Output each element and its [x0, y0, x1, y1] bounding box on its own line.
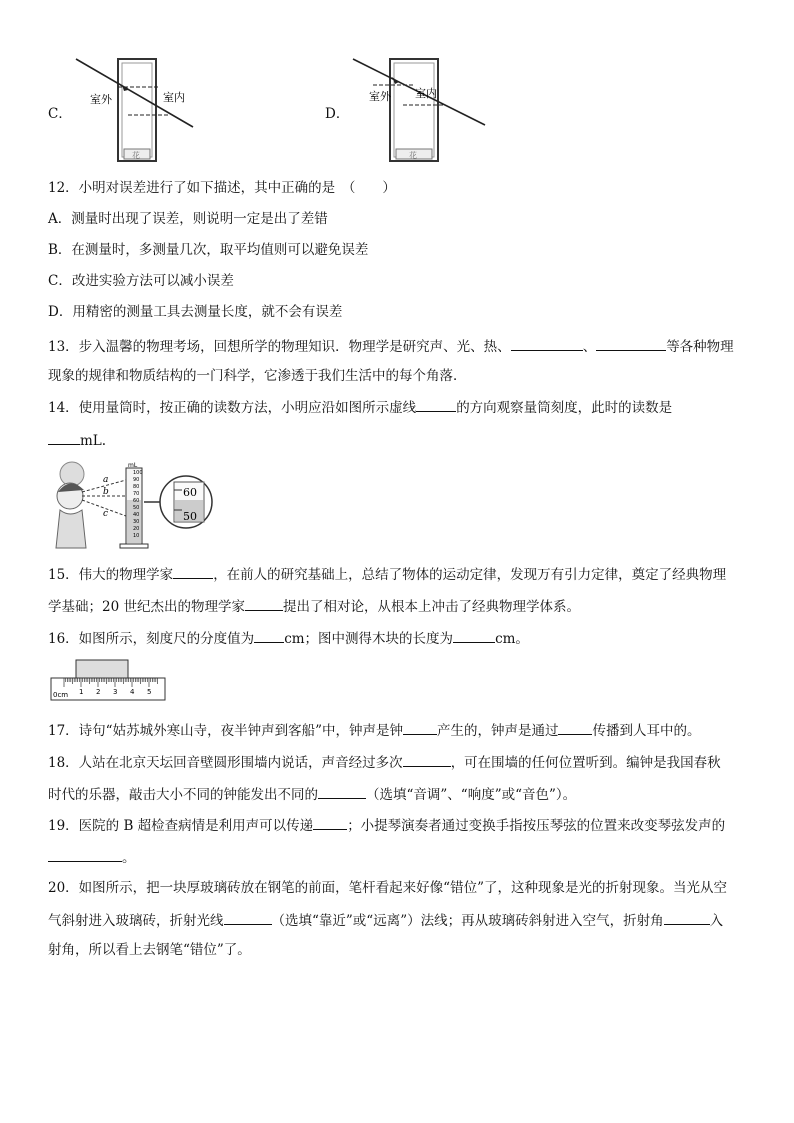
- answer-blank[interactable]: [453, 628, 495, 643]
- q15-line-1: 15．伟大的物理学家 ，在前人的研究基础上，总结了物体的运动定律，发现万有引力定律，奠定了经典物理: [48, 564, 726, 585]
- q13-line-1: 13．步入温馨的物理考场，回想所学的物理知识．物理学是研究声、光、热、 、 等各种物理: [48, 336, 734, 357]
- flowerpot-label: 花: [132, 151, 140, 160]
- q12-option-a: A．测量时出现了误差，则说明一定是出了差错: [48, 211, 328, 227]
- q13-line-2: 现象的规律和物质结构的一门科学，它渗透于我们生活中的每个角落．: [48, 368, 467, 384]
- flowerpot-label: 花: [409, 151, 417, 160]
- svg-text:100: 100: [133, 470, 143, 476]
- answer-blank[interactable]: [403, 752, 451, 767]
- svg-text:4: 4: [130, 688, 135, 696]
- sight-line-a-label: a: [103, 475, 109, 485]
- sight-line-b-label: b: [103, 487, 109, 497]
- svg-text:80: 80: [133, 484, 140, 490]
- answer-blank[interactable]: [245, 596, 283, 611]
- q12-stem: 12．小明对误差进行了如下描述，其中正确的是 （ ）: [48, 180, 396, 196]
- q18-line-2: 时代的乐器，敲击大小不同的钟能发出不同的 （选填“音调”、“响度”或“音色”）。: [48, 784, 576, 805]
- answer-blank[interactable]: [224, 910, 272, 925]
- answer-blank[interactable]: [596, 336, 666, 351]
- q12-option-b: B．在测量时，多测量几次，取平均值则可以避免误差: [48, 242, 369, 258]
- q14-line-2: mL.: [48, 430, 106, 451]
- svg-text:50: 50: [133, 505, 140, 511]
- answer-blank[interactable]: [318, 784, 366, 799]
- inside-label: 室内: [415, 87, 437, 100]
- svg-text:1: 1: [79, 688, 84, 696]
- answer-blank[interactable]: [558, 720, 592, 735]
- q19-line-1: 19．医院的 B 超检查病情是利用声可以传递 ；小提琴演奏者通过变换手指按压琴弦的位置来改变琴弦发声的: [48, 815, 725, 836]
- q18-line-1: 18．人站在北京天坛回音壁圆形围墙内说话，声音经过多次 ，可在围墙的任何位置听到。编钟是我国春秋: [48, 752, 721, 773]
- window-refraction-figure-c: [68, 55, 203, 165]
- ruler-figure: [50, 658, 168, 702]
- graduated-cylinder-figure: [48, 458, 218, 553]
- outside-label: 室外: [90, 93, 112, 106]
- svg-text:60: 60: [133, 498, 140, 504]
- svg-text:30: 30: [133, 519, 140, 525]
- svg-text:3: 3: [113, 688, 118, 696]
- q12-option-d: D．用精密的测量工具去测量长度，就不会有误差: [48, 304, 343, 320]
- inside-label: 室内: [163, 91, 185, 104]
- answer-blank[interactable]: [416, 397, 456, 412]
- q20-line-3: 射角，所以看上去钢笔“错位”了。: [48, 942, 251, 958]
- answer-blank[interactable]: [48, 847, 122, 862]
- svg-text:2: 2: [96, 688, 101, 696]
- answer-blank[interactable]: [511, 336, 583, 351]
- answer-blank[interactable]: [173, 564, 213, 579]
- svg-text:70: 70: [133, 491, 140, 497]
- outside-label: 室外: [369, 90, 391, 103]
- cylinder-unit-label: mL: [128, 462, 138, 469]
- magnified-50-label: 50: [183, 510, 197, 523]
- option-c-label: C．: [48, 106, 72, 122]
- q19-line-2: 。: [48, 847, 136, 868]
- answer-blank[interactable]: [48, 430, 80, 445]
- q20-line-1: 20．如图所示，把一块厚玻璃砖放在钢笔的前面，笔杆看起来好像“错位”了，这种现象是光的折射现象。当光从空: [48, 880, 727, 896]
- q14-line-1: 14．使用量筒时，按正确的读数方法，小明应沿如图所示虚线 的方向观察量筒刻度，此时的读数是: [48, 397, 672, 418]
- answer-blank[interactable]: [254, 628, 284, 643]
- svg-text:90: 90: [133, 477, 140, 483]
- ruler-unit-label: 0cm: [53, 691, 69, 699]
- q20-line-2: 气斜射进入玻璃砖，折射光线 （选填“靠近”或“远离”）法线；再从玻璃砖斜射进入空气，折射角 入: [48, 910, 723, 931]
- magnified-60-label: 60: [183, 486, 197, 499]
- q12-option-c: C．改进实验方法可以减小误差: [48, 273, 234, 289]
- svg-text:20: 20: [133, 526, 140, 532]
- q15-line-2: 学基础；20 世纪杰出的物理学家 提出了相对论，从根本上冲击了经典物理学体系。: [48, 596, 580, 617]
- answer-blank[interactable]: [403, 720, 437, 735]
- answer-blank[interactable]: [313, 815, 347, 830]
- svg-text:40: 40: [133, 512, 140, 518]
- svg-text:10: 10: [133, 533, 140, 539]
- sight-line-c-label: c: [103, 509, 109, 519]
- option-d-label: D．: [325, 106, 350, 122]
- window-refraction-figure-d: [345, 55, 490, 165]
- answer-blank[interactable]: [664, 910, 710, 925]
- q16-line-1: 16．如图所示，刻度尺的分度值为 cm；图中测得木块的长度为 cm。: [48, 628, 529, 649]
- q17-line-1: 17．诗句“姑苏城外寒山寺，夜半钟声到客船”中，钟声是钟 产生的，钟声是通过 传播到人耳中的。: [48, 720, 700, 741]
- svg-text:5: 5: [147, 688, 152, 696]
